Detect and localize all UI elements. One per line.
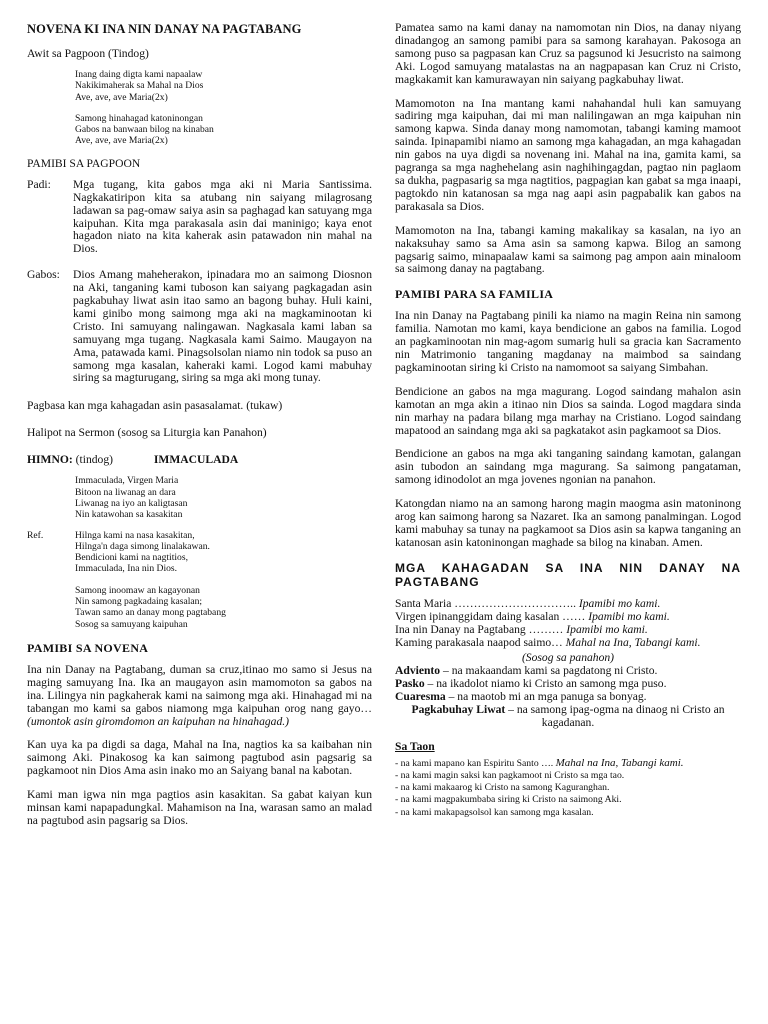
gabos-text: Dios Amang maheherakon, ipinadara mo an saimong Diosnon na Aki, tanganing kami tuboson kan saiyang pagkagadan asin pagkabuhay liwat asin itao samo an bagong buhay. Huli kaini, kami ginibo mong saimong mga aki na magkaminootan ki Cristo. Ini samuyang nalingawan. Nagkasala kami laban sa samuyang mga tugang. Nagkasala kami Saimo. Maugayon na Ama, patawada kami. Pinagsolsolan niamo nin todok sa puso an samong mga kasalan, kaheraki kami. Logod kami mabuhay siring sa magturugang, siring sa mga aki mong tunay.	[73, 268, 372, 385]
verse-line: Immaculada, Virgen Maria	[75, 475, 179, 487]
season-item	[395, 703, 741, 729]
season-text: – na samong ipag-ogma na dinaog ni Cristo an kagadanan.	[505, 702, 725, 729]
verse-line: Inang daing digta kami napaalaw	[75, 69, 203, 80]
season-list	[395, 664, 741, 729]
novena-paragraph-1	[27, 664, 372, 729]
taon-invocation: - na kami makapagsolsol kan samong mga kasalan.	[395, 806, 594, 818]
litany-response: Mahal na Ina, Tabangi kami.	[565, 635, 701, 649]
pamibi-pagpoon-heading: PAMIBI SA PAGPOON	[27, 156, 141, 170]
season-item	[395, 664, 741, 677]
verse-line: Samong hinahagad katoninongan	[75, 112, 203, 124]
novena-paragraph-3: Kami man igwa nin mga pagtios asin kasakitan. Sa gabat kaiyan kun minsan kami napapadungkal. Mahamison na Ina, warasan samo an malad na pagtubod asin pagsarig sa Dios.	[27, 788, 372, 827]
familia-paragraph-3: Bendicione an gabos na mga aki tanganing saindang kamotan, galangan asin tubodon an saindang mga magurang. Sa saimong pangataman, samong idinodolot an mga jovenes ngonian na panahon.	[395, 447, 741, 487]
familia-paragraph-2: Bendicione an gabos na mga magurang. Logod saindang mahalon asin kamotan an mga akin a itinao nin Dios sa sainda. Logod magdara sinda nin marhay na padara bilang mga marhay na Cristiano. Logod saindang mapatood an saindang mga aki sa pagkatakot asin pagkamoot sa Dios.	[395, 384, 741, 437]
right-column	[395, 22, 741, 819]
refrain-lines	[75, 530, 210, 575]
pamibi-familia-heading: PAMIBI PARA SA FAMILIA	[395, 287, 554, 302]
litany-item	[395, 597, 741, 610]
novena-paragraph-5: Mamomoton na Ina mantang kami nahahandal huli kan samuyang sadiring mga kaipuhan, dai mi man nalilingawan an mga kaipuhan nin samong kapwa. Sinda danay mong namomotan, tabangi kaming mamoot sainda. Ipinapamibi niamo an samong mga kahagadan, an mga kahagadan nin gabos na uya digdi sa novenang ini. Mahal na ina, gamita kami, sa pagranga sa mga naghehelang asin naghihingagdan, pagtao nin paglaom sa dukha, pagpasarig sa mga nagtitios, pagpagian kan gabat sa mga inaapi, pagtokdo nin katanosan sa mga nag aapi asin pagpabalik kan gabos na parakasala sa Dios.	[395, 96, 741, 213]
himno-verse-1	[75, 475, 372, 520]
ref-label: Ref.	[27, 529, 44, 541]
himno-title: IMMACULADA	[153, 453, 239, 467]
litany-invocation: Ina nin Danay na Pagtabang ………	[395, 622, 567, 636]
padi-text: Mga tugang, kita gabos mga aki ni Maria Santissima. Nagkakatiripon kita sa atubang nin saiyang milagrosang ladawan sa pag-omaw saiya asin sa paghagad kan satuyang mga kaipuhan. Kita mga parakasala asin dai maninigo; kaya enot hagadon niato na kita kaherak asin patawadon nin mahal na Dios.	[73, 177, 372, 256]
taon-item	[395, 757, 741, 770]
halipot-line: Halipot na Sermon (sosog sa Liturgia kan Panahon)	[27, 426, 267, 440]
verse-line: Hilnga kami na nasa kasakitan,	[75, 529, 195, 541]
left-column	[27, 22, 372, 828]
sa-taon-list	[395, 757, 741, 819]
verse-line: Samong inoomaw an kagayonan	[75, 584, 200, 596]
season-text: – na maotob mi an mga panuga sa bonyag.	[445, 689, 647, 703]
himno-heading	[27, 453, 372, 466]
season-name: Adviento	[395, 663, 441, 677]
pamibi-novena-heading: PAMIBI SA NOVENA	[27, 640, 149, 655]
verse-line: Liwanag na iyo an kaligtasan	[75, 497, 188, 509]
himno-label: HIMNO:	[27, 453, 73, 467]
novena-paragraph-1-text: Ina nin Danay na Pagtabang, duman sa cruz,itinao mo samo si Jesus na maging samuyang Ina. Ika an maugayon asin mamomoton sa gabos na ina. Lilingya nin pagkaherak kami na saimong mga aki. Hinahagad mi na tabangan mo kami sa gabos niamong mga kaipuhan orog nang gayo…	[27, 662, 372, 715]
opening-hymn-verse-2	[75, 113, 372, 147]
pagbasa-line: Pagbasa kan mga kahagadan asin pasasalamat. (tukaw)	[27, 399, 283, 413]
himno-refrain	[27, 530, 372, 575]
litany-item	[395, 636, 741, 649]
litany-list	[395, 597, 741, 649]
novena-paragraph-2: Kan uya ka pa digdi sa daga, Mahal na Ina, nagtios ka sa kaibahan nin saimong Aki. Pinakosog ka kan saimong pagtubod asin pagsarig sa pagkamoot nin Dios Ama asin inako mo an Saiyang banal na kabotan.	[27, 738, 372, 778]
verse-line: Bendicioni kami na nagtitios,	[75, 552, 188, 564]
litany-response: Ipamibi mo kami.	[566, 622, 648, 636]
season-name: Pasko	[395, 676, 425, 690]
season-item	[395, 677, 741, 690]
litany-response: Ipamibi mo kami.	[578, 596, 661, 610]
gabos-label: Gabos:	[27, 268, 60, 282]
padi-label: Padi:	[27, 177, 51, 191]
gabos-prayer	[27, 269, 372, 385]
verse-line: Ave, ave, ave Maria(2x)	[75, 91, 168, 103]
litany-item	[395, 623, 741, 636]
taon-invocation: - na kami magpakumbaba siring ki Cristo na saimong Aki.	[395, 794, 622, 806]
season-item	[395, 690, 741, 703]
himno-verse-2	[75, 585, 372, 630]
taon-invocation: - na kami makaarog ki Cristo na samong Kaguranghan.	[395, 782, 610, 794]
taon-item	[395, 794, 741, 806]
awit-heading: Awit sa Pagpoon (Tindog)	[27, 47, 149, 60]
taon-invocation: - na kami magin saksi kan pagkamoot ni Cristo sa mga tao.	[395, 770, 625, 782]
verse-line: Ave, ave, ave Maria(2x)	[75, 135, 168, 147]
familia-paragraph-1: Ina nin Danay na Pagtabang pinili ka niamo na magin Reina nin samong familia. Namotan mo kami, kaya bendicione an gabos na familia. Logod an pagkaminootan nin mag-agom sumarig huli sa gracia kan Sacramento nin Matrimonio tanganing magdanay na maimbod sa saindang pagkaminootan siring ki Cristo na namomoot sa saiyang Simbahan.	[395, 309, 741, 374]
litany-invocation: Virgen ipinanggidam daing kasalan ……	[395, 609, 589, 623]
verse-line: Gabos na banwaan bilog na kinaban	[75, 124, 214, 136]
taon-response: Mahal na Ina, Tabangi kami.	[555, 756, 684, 769]
litany-invocation: Santa Maria …………………………..	[395, 596, 579, 610]
taon-item	[395, 782, 741, 794]
verse-line: Hilnga'n daga simong linalakawan.	[75, 540, 210, 552]
taon-item	[395, 770, 741, 782]
litany-invocation: Kaming parakasala naapod saimo…	[395, 635, 566, 649]
litany-item	[395, 610, 741, 623]
verse-line: Tawan samo an danay mong pagtabang	[75, 607, 226, 619]
opening-hymn-verse-1	[75, 69, 372, 103]
verse-line: Bitoon na liwanag an dara	[75, 486, 176, 498]
taon-item	[395, 807, 741, 819]
document-title: NOVENA KI INA NIN DANAY NA PAGTABANG	[27, 22, 302, 36]
season-text: – na ikadolot niamo ki Cristo an samong mga puso.	[424, 676, 667, 690]
verse-line: Nin katawohan sa kasakitan	[75, 509, 183, 521]
padi-prayer	[27, 179, 372, 256]
novena-paragraph-6: Mamomoton na Ina, tabangi kaming makalikay sa kasalan, na iyo an nakaksuhay samo sa Ama asin sa samong kapwa. Bilog an samong pagsarig saimo, minapaalaw kami sa saimong pag ampon aain minaloom sa saimong danay na pagtabang.	[395, 223, 741, 276]
season-name: Cuaresma	[395, 689, 446, 703]
season-name: Pagkabuhay Liwat	[411, 702, 506, 716]
verse-line: Sosog sa samuyang kaipuhan	[75, 618, 188, 630]
novena-paragraph-4: Pamatea samo na kami danay na namomotan nin Dios, na danay niyang dinadangog an samong pamibi para sa samong karahayan. Pakosoga an samong puso sa pagpasan kan Cruz sa pagsunod ki Jesucristo na saimong Aki. Logod samuyang matalastas na an nagpapasan kan Cruz ni Cristo, magkakamit kan kamurawayan nin saiyang pagkabuhay liwat.	[395, 21, 741, 86]
familia-paragraph-4: Katongdan niamo na an samong harong magin maogma asin matoninong arog kan saimong harong sa Nazaret. Ika an samong panalmingan. Logod kami mabuhay sa tunay na pagkamoot sa Dios asin sa kapwa tanganing an katanosan asin katoninongan maghade sa bilog na kinaban. Amen.	[395, 497, 741, 549]
sosog-sa-panahon: (Sosog sa panahon)	[521, 650, 615, 664]
verse-line: Nakikimaherak sa Mahal na Dios	[75, 80, 204, 92]
novena-instruction: (umontok asin giromdomon an kaipuhan na hinahagad.)	[27, 714, 290, 728]
himno-tindog: (tindog)	[75, 453, 113, 467]
verse-line: Immaculada, Ina nin Dios.	[75, 563, 178, 575]
taon-invocation: - na kami mapano kan Espiritu Santo ….	[395, 757, 556, 769]
verse-line: Nin samong pagkadaing kasalan;	[75, 596, 203, 608]
kahagadan-heading: MGA KAHAGADAN SA INA NIN DANAY NA PAGTABANG	[395, 560, 741, 589]
season-text: – na makaandam kami sa pagdatong ni Cristo.	[440, 663, 658, 677]
sa-taon-heading: Sa Taon	[395, 739, 435, 753]
litany-response: Ipamibi mo kami.	[588, 609, 670, 623]
